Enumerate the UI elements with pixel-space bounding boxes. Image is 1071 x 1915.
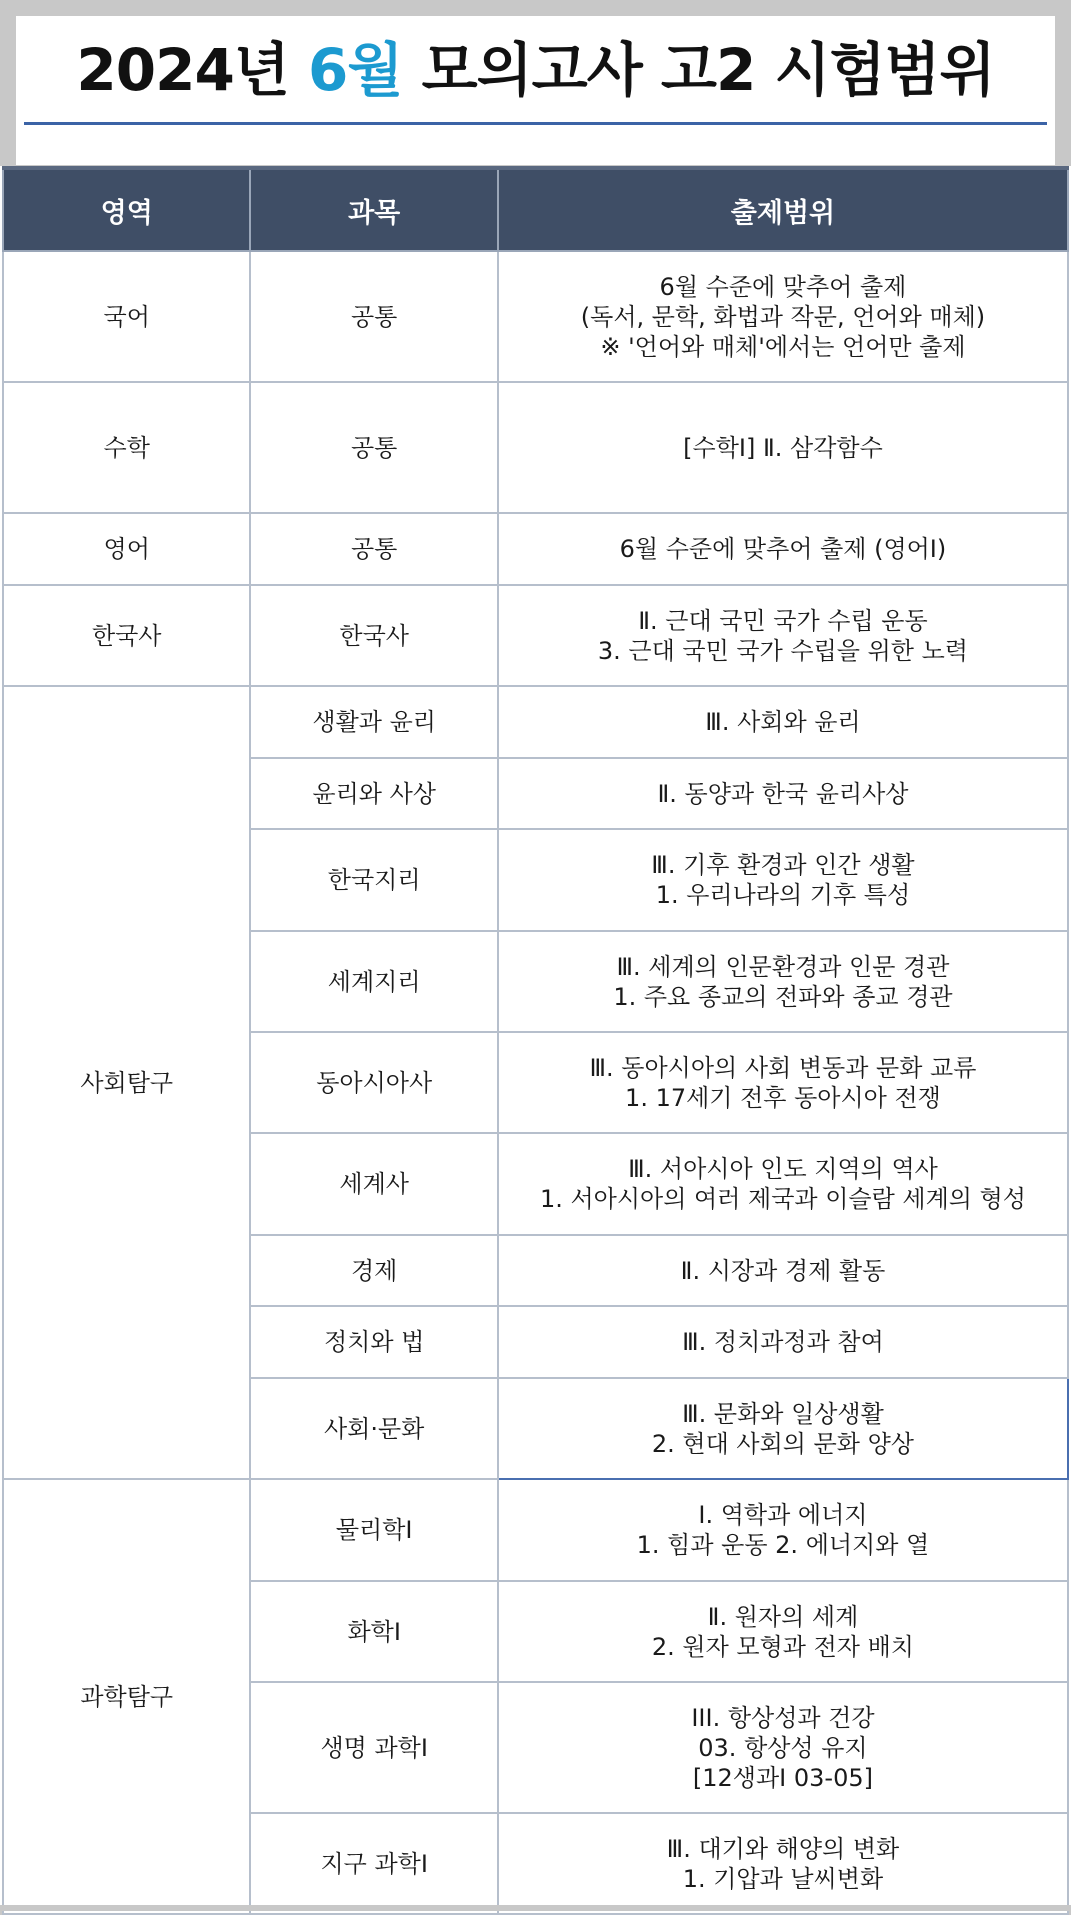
area-cell: 과학탐구 xyxy=(3,1479,250,1914)
range-cell xyxy=(498,686,1068,758)
range-line: Ⅲ. 서아시아 인도 지역의 역사 xyxy=(505,1154,1061,1184)
range-cell xyxy=(498,1813,1068,1914)
range-cell xyxy=(498,931,1068,1032)
table-row xyxy=(3,251,1068,382)
table-row xyxy=(3,686,1068,758)
area-cell: 사회탐구 xyxy=(3,686,250,1479)
exam-range-table xyxy=(2,166,1069,1915)
table-row xyxy=(3,1479,1068,1581)
range-line: Ⅲ. 기후 환경과 인간 생활 xyxy=(505,850,1061,880)
subject-cell: 한국사 xyxy=(250,585,497,686)
title-suffix: 모의고사 고2 시험범위 xyxy=(402,36,994,104)
subject-cell: 공통 xyxy=(250,513,497,585)
range-line: 6월 수준에 맞추어 출제 (영어Ⅰ) xyxy=(505,534,1061,564)
area-cell: 영어 xyxy=(3,513,250,585)
range-cell xyxy=(498,1479,1068,1581)
range-line: 6월 수준에 맞추어 출제 xyxy=(505,272,1061,302)
subject-cell: 생활과 윤리 xyxy=(250,686,497,758)
range-line: 1. 17세기 전후 동아시아 전쟁 xyxy=(505,1083,1061,1113)
range-cell xyxy=(498,1378,1068,1479)
range-line: Ⅲ. 세계의 인문환경과 인문 경관 xyxy=(505,952,1061,982)
subject-cell: 생명 과학I xyxy=(250,1682,497,1813)
subject-cell: 세계지리 xyxy=(250,931,497,1032)
range-cell xyxy=(498,1133,1068,1235)
subject-cell: 사회·문화 xyxy=(250,1378,497,1479)
range-line: 1. 힘과 운동 2. 에너지와 열 xyxy=(505,1530,1061,1560)
range-cell xyxy=(498,1682,1068,1813)
range-line: Ⅲ. 대기와 해양의 변화 xyxy=(505,1834,1061,1864)
area-cell: 한국사 xyxy=(3,585,250,686)
range-line: 1. 기압과 날씨변화 xyxy=(505,1864,1061,1894)
range-cell xyxy=(498,382,1068,513)
subject-cell: 지구 과학I xyxy=(250,1813,497,1914)
subject-cell: 정치와 법 xyxy=(250,1306,497,1378)
range-line: ※ '언어와 매체'에서는 언어만 출제 xyxy=(505,332,1061,362)
range-line: [수학Ⅰ] Ⅱ. 삼각함수 xyxy=(505,433,1061,463)
range-cell xyxy=(498,1306,1068,1378)
header-area: 영역 xyxy=(3,168,250,251)
title-prefix: 2024년 xyxy=(76,36,308,104)
area-cell: 국어 xyxy=(3,251,250,382)
range-line: 2. 원자 모형과 전자 배치 xyxy=(505,1632,1061,1662)
table-row xyxy=(3,585,1068,686)
range-line: 2. 현대 사회의 문화 양상 xyxy=(505,1429,1061,1459)
range-cell xyxy=(498,1581,1068,1682)
subject-cell: 윤리와 사상 xyxy=(250,758,497,829)
subject-cell: 세계사 xyxy=(250,1133,497,1235)
range-cell xyxy=(498,829,1068,931)
range-line: Ⅱ. 원자의 세계 xyxy=(505,1602,1061,1632)
range-cell xyxy=(498,513,1068,585)
range-line: Ⅲ. 정치과정과 참여 xyxy=(505,1327,1061,1357)
table-row xyxy=(3,382,1068,513)
range-cell xyxy=(498,1032,1068,1133)
title-month: 6월 xyxy=(308,36,402,104)
range-line: Ⅱ. 동양과 한국 윤리사상 xyxy=(505,779,1061,809)
range-cell xyxy=(498,251,1068,382)
range-line: 1. 주요 종교의 전파와 종교 경관 xyxy=(505,982,1061,1012)
range-line: [12생과Ⅰ 03-05] xyxy=(505,1763,1061,1793)
title-panel xyxy=(16,16,1055,165)
subject-cell: 경제 xyxy=(250,1235,497,1306)
range-line: III. 항상성과 건강 xyxy=(505,1703,1061,1733)
range-line: I. 역학과 에너지 xyxy=(505,1500,1061,1530)
range-line: Ⅱ. 근대 국민 국가 수립 운동 xyxy=(505,606,1061,636)
bottom-border xyxy=(0,1905,1071,1911)
header-range: 출제범위 xyxy=(498,168,1068,251)
table-row xyxy=(3,513,1068,585)
subject-cell: 공통 xyxy=(250,251,497,382)
range-cell xyxy=(498,758,1068,829)
subject-cell: 물리학I xyxy=(250,1479,497,1581)
range-line: 3. 근대 국민 국가 수립을 위한 노력 xyxy=(505,636,1061,666)
range-cell xyxy=(498,585,1068,686)
subject-cell: 공통 xyxy=(250,382,497,513)
range-line: Ⅲ. 사회와 윤리 xyxy=(505,707,1061,737)
subject-cell: 동아시아사 xyxy=(250,1032,497,1133)
exam-range-table-container xyxy=(0,166,1071,1911)
page-title xyxy=(16,30,1055,110)
table-body xyxy=(3,251,1068,1914)
title-divider xyxy=(24,122,1047,125)
range-cell xyxy=(498,1235,1068,1306)
range-line: (독서, 문학, 화법과 작문, 언어와 매체) xyxy=(505,302,1061,332)
range-line: 03. 항상성 유지 xyxy=(505,1733,1061,1763)
range-line: Ⅲ. 문화와 일상생활 xyxy=(505,1399,1061,1429)
range-line: 1. 우리나라의 기후 특성 xyxy=(505,880,1061,910)
range-line: Ⅱ. 시장과 경제 활동 xyxy=(505,1256,1061,1286)
area-cell: 수학 xyxy=(3,382,250,513)
header-subject: 과목 xyxy=(250,168,497,251)
subject-cell: 한국지리 xyxy=(250,829,497,931)
subject-cell: 화학I xyxy=(250,1581,497,1682)
range-line: Ⅲ. 동아시아의 사회 변동과 문화 교류 xyxy=(505,1053,1061,1083)
range-line: 1. 서아시아의 여러 제국과 이슬람 세계의 형성 xyxy=(505,1184,1061,1214)
table-header-row xyxy=(3,168,1068,251)
